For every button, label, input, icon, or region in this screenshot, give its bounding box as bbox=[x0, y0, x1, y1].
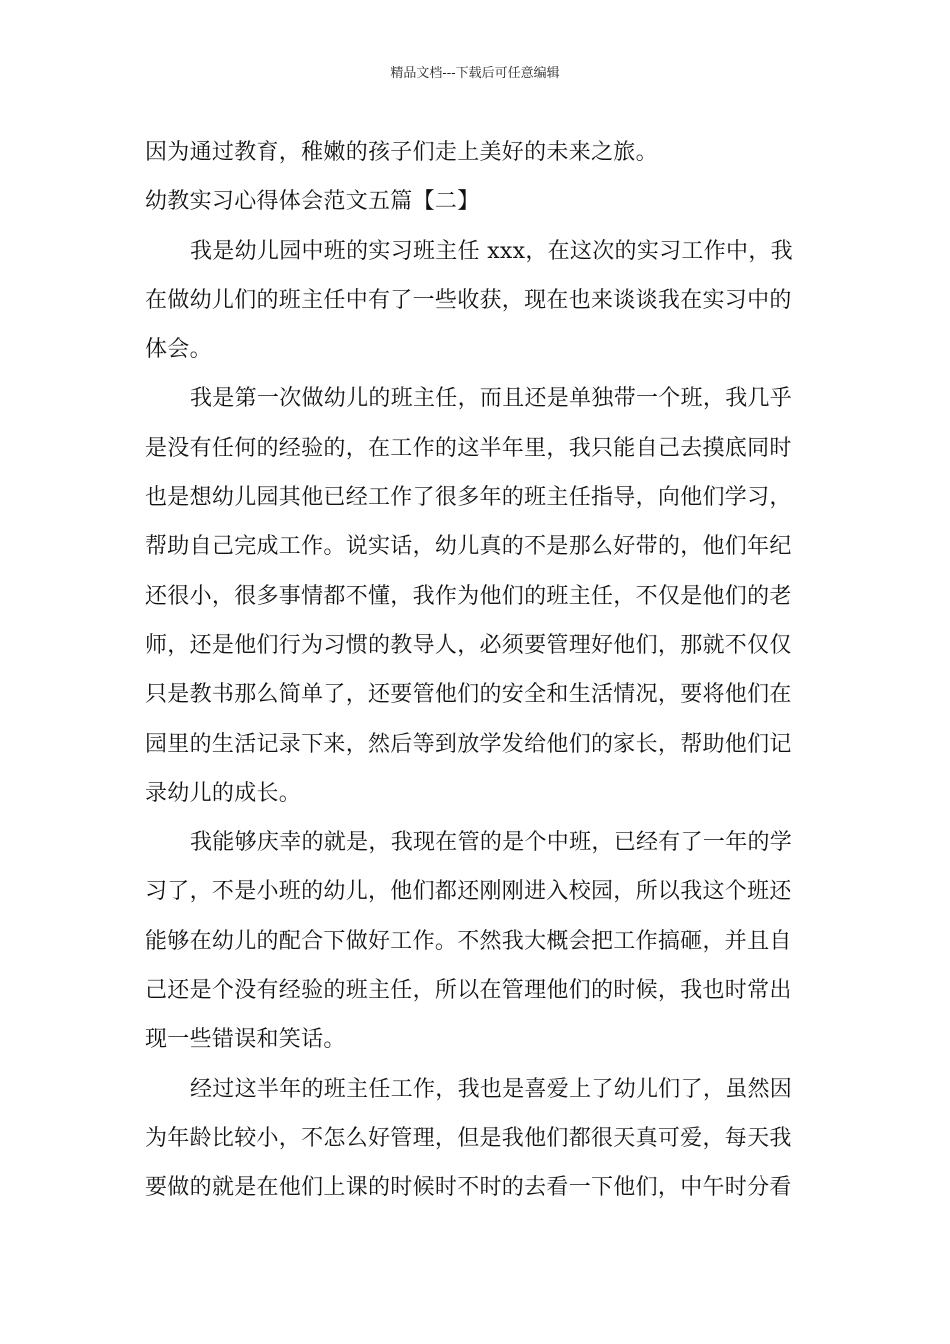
paragraph-line: 在做幼儿们的班主任中有了一些收获，现在也来谈谈我在实习中的 bbox=[145, 287, 792, 313]
paragraph-line: 己还是个没有经验的班主任，所以在管理他们的时候，我也时常出 bbox=[145, 978, 792, 1004]
paragraph-line: 园里的生活记录下来，然后等到放学发给他们的家长，帮助他们记 bbox=[145, 731, 792, 757]
paragraph-line: 录幼儿的成长。 bbox=[145, 780, 302, 806]
paragraph-line: 帮助自己完成工作。说实话，幼儿真的不是那么好带的，他们年纪 bbox=[145, 534, 792, 560]
paragraph-line: 习了，不是小班的幼儿，他们都还刚刚进入校园，所以我这个班还 bbox=[145, 879, 792, 905]
paragraph-line: 师，还是他们行为习惯的教导人，必须要管理好他们，那就不仅仅 bbox=[145, 632, 792, 658]
paragraph-line: 我是第一次做幼儿的班主任，而且还是单独带一个班，我几乎 bbox=[190, 386, 793, 412]
document-body bbox=[145, 133, 807, 1218]
paragraph-line: 只是教书那么简单了，还要管他们的安全和生活情况，要将他们在 bbox=[145, 682, 792, 708]
paragraph-line: 经过这半年的班主任工作，我也是喜爱上了幼儿们了，虽然因 bbox=[190, 1076, 793, 1102]
paragraph-line: 我是幼儿园中班的实习班主任 xxx，在这次的实习工作中，我 bbox=[190, 238, 793, 264]
page-header: 精品文档---下载后可任意编辑 bbox=[390, 66, 560, 81]
paragraph-line: 我能够庆幸的就是，我现在管的是个中班，已经有了一年的学 bbox=[190, 830, 793, 856]
paragraph-line: 也是想幼儿园其他已经工作了很多年的班主任指导，向他们学习， bbox=[145, 485, 792, 511]
paragraph-line: 还很小，很多事情都不懂，我作为他们的班主任，不仅是他们的老 bbox=[145, 583, 792, 609]
paragraph-line: 现一些错误和笑话。 bbox=[145, 1027, 346, 1053]
paragraph-line: 能够在幼儿的配合下做好工作。不然我大概会把工作搞砸，并且自 bbox=[145, 928, 792, 954]
paragraph-line: 是没有任何的经验的，在工作的这半年里，我只能自己去摸底同时 bbox=[145, 435, 792, 461]
paragraph-line: 体会。 bbox=[145, 337, 212, 363]
text-line: 因为通过教育，稚嫩的孩子们走上美好的未来之旅。 bbox=[145, 140, 658, 165]
section-heading: 幼教实习心得体会范文五篇【二】 bbox=[145, 189, 480, 215]
paragraph-line: 要做的就是在他们上课的时候时不时的去看一下他们，中午时分看 bbox=[145, 1175, 792, 1201]
paragraph-line: 为年龄比较小，不怎么好管理，但是我他们都很天真可爱，每天我 bbox=[145, 1125, 792, 1151]
